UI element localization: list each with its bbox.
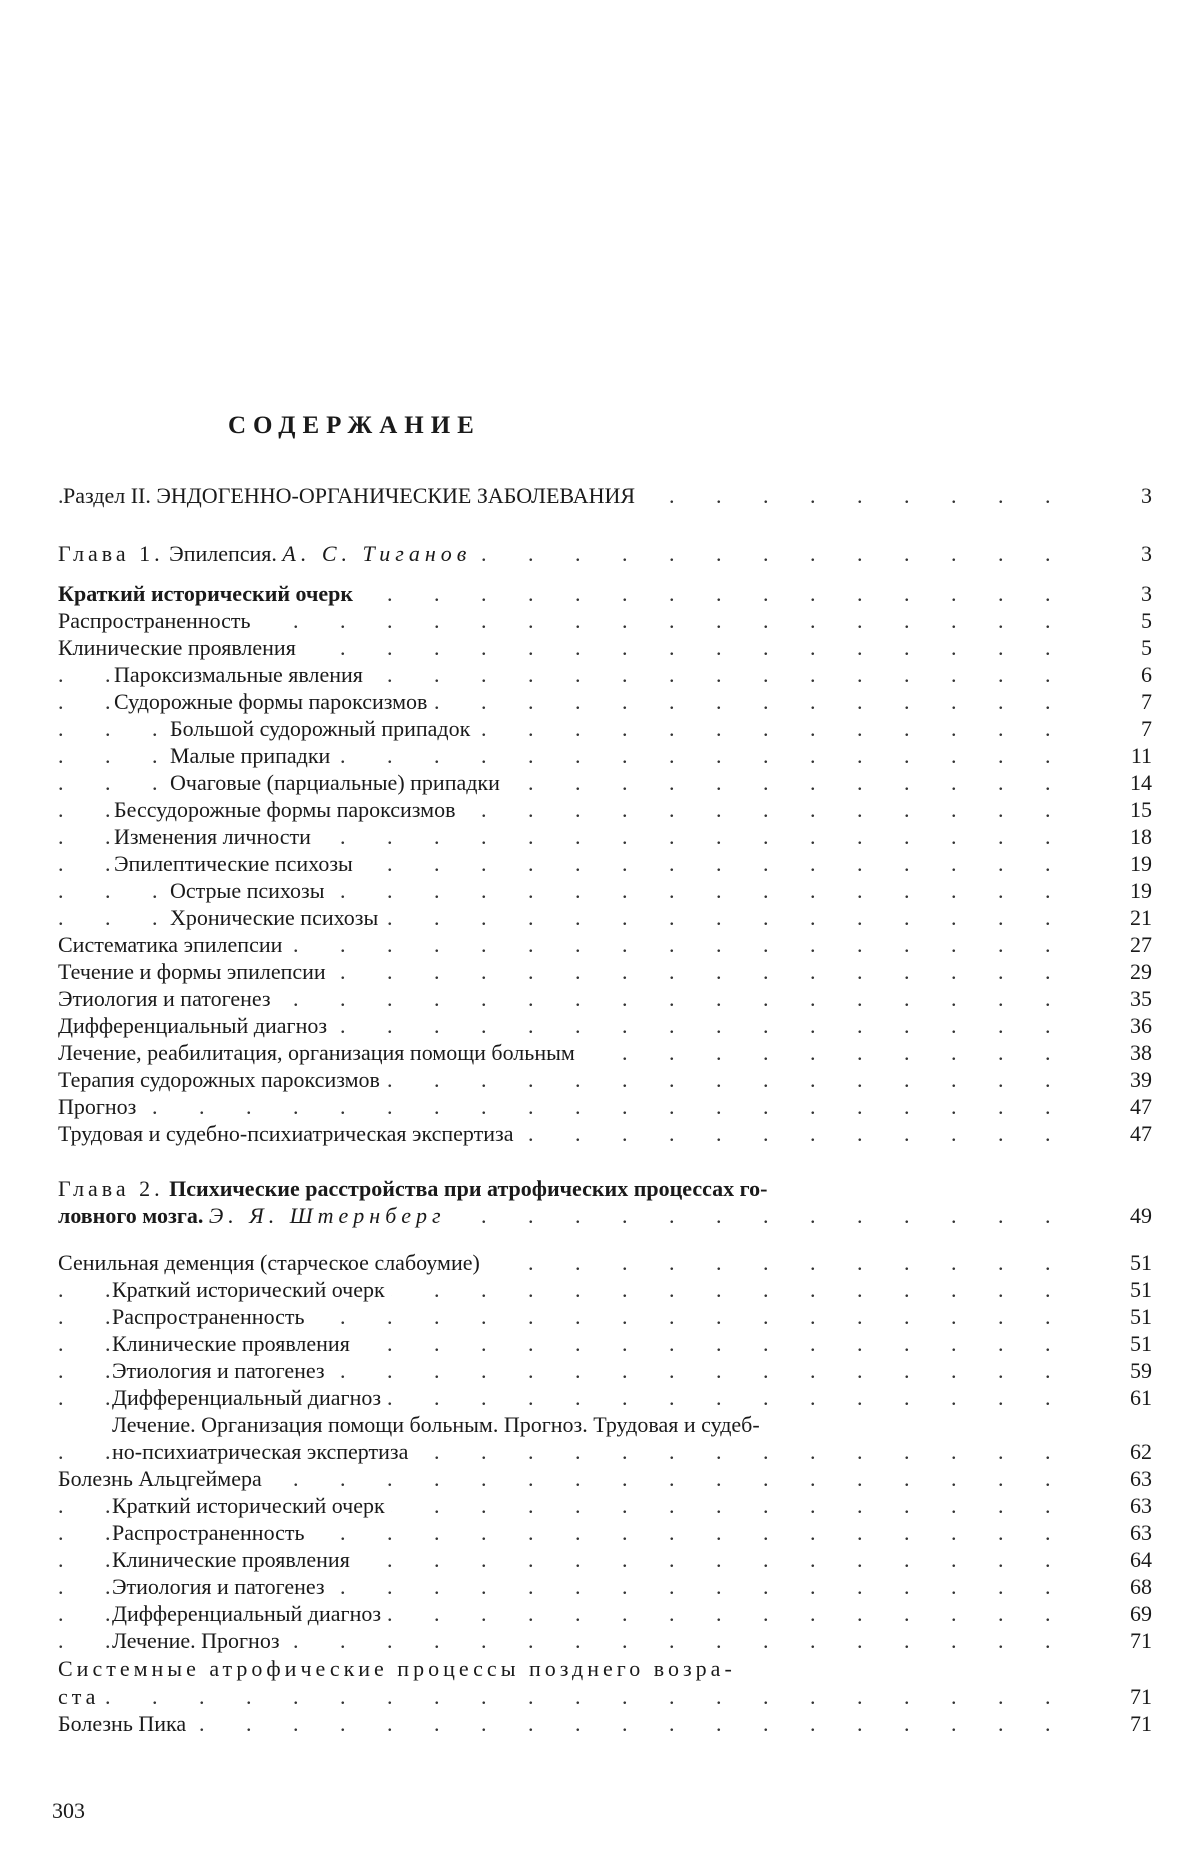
page-number: 71 <box>1130 1711 1152 1736</box>
toc-entry-text: Терапия судорожных пароксизмов <box>58 1067 386 1093</box>
page-number: 29 <box>1130 959 1152 984</box>
page-number: 47 <box>1130 1121 1152 1146</box>
chapter-title-line1: Психические расстройства при атрофических процессах го- <box>169 1176 768 1201</box>
toc-entry[interactable] <box>58 1304 1152 1330</box>
page-number: 62 <box>1130 1439 1152 1464</box>
toc-chapter-entry[interactable] <box>58 1176 1152 1202</box>
toc-entry[interactable] <box>58 635 1152 661</box>
page-number: 3 <box>1141 541 1152 566</box>
toc-entry[interactable] <box>58 770 1152 796</box>
toc-entry-text: Прогноз <box>58 1094 142 1120</box>
toc-entry-text: Сенильная деменция (старческое слабоумие) <box>58 1250 486 1276</box>
toc-entry[interactable] <box>58 1013 1152 1039</box>
chapter-label: Глава 2. <box>58 1176 164 1201</box>
toc-entry[interactable] <box>58 1277 1152 1303</box>
page-number: 5 <box>1141 635 1152 660</box>
page-number: 19 <box>1130 851 1152 876</box>
toc-entry[interactable] <box>58 1711 1152 1737</box>
toc-entry[interactable] <box>58 716 1152 742</box>
toc-entry[interactable] <box>58 1547 1152 1573</box>
toc-entry[interactable] <box>58 1601 1152 1627</box>
page-number: 3 <box>1141 483 1152 508</box>
page-number: 51 <box>1130 1304 1152 1329</box>
toc-entry-text: Краткий исторический очерк <box>112 1277 391 1303</box>
page-number: 61 <box>1130 1385 1152 1410</box>
page-number: 63 <box>1130 1466 1152 1491</box>
toc-entry-text: Клинические проявления <box>58 635 302 661</box>
page-number: 47 <box>1130 1094 1152 1119</box>
toc-entry-text: Хронические психозы <box>170 905 384 931</box>
page-number: 63 <box>1130 1520 1152 1545</box>
toc-entry-text: Распространенность <box>112 1304 311 1330</box>
toc-entry[interactable] <box>58 851 1152 877</box>
page-number: 36 <box>1130 1013 1152 1038</box>
toc-entry[interactable] <box>58 1121 1152 1147</box>
toc-entry-text: Болезнь Пика <box>58 1711 192 1737</box>
page-number: 39 <box>1130 1067 1152 1092</box>
page-number: 69 <box>1130 1601 1152 1626</box>
toc-entry-text <box>63 483 641 509</box>
page-title: СОДЕРЖАНИЕ <box>228 412 481 439</box>
chapter-title: Эпилепсия. <box>169 541 277 566</box>
toc-entry-text: ста <box>58 1684 105 1710</box>
toc-entry[interactable] <box>58 878 1152 904</box>
page-number: 14 <box>1130 770 1152 795</box>
toc-entry-text <box>58 1203 452 1229</box>
toc-entry[interactable] <box>58 905 1152 931</box>
chapter-author: А. С. Тиганов <box>282 541 472 566</box>
page-number: 71 <box>1130 1684 1152 1709</box>
toc-entry[interactable] <box>58 608 1152 634</box>
toc-entry-text: Этиология и патогенез <box>58 986 277 1012</box>
toc-entry[interactable] <box>58 1656 1152 1682</box>
page-number: 5 <box>1141 608 1152 633</box>
toc-entry[interactable] <box>58 689 1152 715</box>
toc-entry-text: Клинические проявления <box>112 1331 356 1357</box>
page-number: 27 <box>1130 932 1152 957</box>
toc-entry-text: Болезнь Альцгеймера <box>58 1466 268 1492</box>
toc-entry[interactable] <box>58 581 1152 607</box>
toc-entry[interactable] <box>58 1385 1152 1411</box>
page-number: 38 <box>1130 1040 1152 1065</box>
toc-entry[interactable] <box>58 1493 1152 1519</box>
leader-dots <box>58 1094 1086 1120</box>
chapter-title-line2: ловного мозга. <box>58 1203 204 1228</box>
toc-entry[interactable] <box>58 959 1152 985</box>
toc-entry[interactable] <box>58 1574 1152 1600</box>
toc-entry-text: Лечение. Организация помощи больным. Прогноз. Трудовая и судеб- <box>112 1412 766 1438</box>
page-number: 19 <box>1130 878 1152 903</box>
toc-entry[interactable] <box>58 1466 1152 1492</box>
toc-entry-text: Судорожные формы пароксизмов <box>114 689 433 715</box>
toc-entry-text <box>58 1176 773 1202</box>
page-number: 11 <box>1130 743 1152 768</box>
toc-entry-text: Эпилептические психозы <box>114 851 359 877</box>
page-number: 6 <box>1141 662 1152 687</box>
page-number: 51 <box>1130 1277 1152 1302</box>
toc-section-entry[interactable] <box>58 483 1152 509</box>
page-number: 51 <box>1130 1331 1152 1356</box>
toc-entry-text: Краткий исторический очерк <box>58 581 359 607</box>
chapter-author: Э. Я. Штернберг <box>208 1203 446 1228</box>
page-number: 35 <box>1130 986 1152 1011</box>
page-number: 49 <box>1130 1203 1152 1228</box>
toc-entry-text: Острые психозы <box>170 878 331 904</box>
toc-entry-text: Лечение. Прогноз <box>112 1628 286 1654</box>
toc-entry-text: Дифференциальный диагноз <box>112 1601 387 1627</box>
page-number: 7 <box>1141 689 1152 714</box>
toc-chapter-entry[interactable] <box>58 541 1152 567</box>
section-title: ЭНДОГЕННО-ОРГАНИЧЕСКИЕ ЗАБОЛЕВАНИЯ <box>156 483 636 508</box>
page-number: 7 <box>1141 716 1152 741</box>
toc-entry[interactable] <box>58 1331 1152 1357</box>
page-folio: 303 <box>52 1798 85 1823</box>
toc-chapter-entry-cont[interactable] <box>58 1203 1152 1229</box>
toc-entry[interactable] <box>58 1520 1152 1546</box>
page-number: 15 <box>1130 797 1152 822</box>
toc-entry-text: Дифференциальный диагноз <box>112 1385 387 1411</box>
chapter-label: Глава 1. <box>58 541 164 566</box>
toc-entry-text: но-психиатрическая экспертиза <box>112 1439 414 1465</box>
toc-entry[interactable] <box>58 1439 1152 1465</box>
toc-entry[interactable] <box>58 824 1152 850</box>
section-label: Раздел II. <box>63 483 151 508</box>
page-number: 64 <box>1130 1547 1152 1572</box>
page-number: 51 <box>1130 1250 1152 1275</box>
toc-entry-text: Лечение, реабилитация, организация помощи больным <box>58 1040 581 1066</box>
leader-dots <box>58 1684 1086 1710</box>
toc-entry-text: Изменения личности <box>114 824 317 850</box>
page-number: 18 <box>1130 824 1152 849</box>
toc-entry[interactable] <box>58 1040 1152 1066</box>
toc-entry-text: Пароксизмальные явления <box>114 662 369 688</box>
toc-entry-text: Распространенность <box>58 608 257 634</box>
toc-entry[interactable] <box>58 1628 1152 1654</box>
page-number: 3 <box>1141 581 1152 606</box>
leader-dots <box>58 1711 1086 1737</box>
toc-entry-text: Трудовая и судебно-психиатрическая экспертиза <box>58 1121 519 1147</box>
toc-entry-text <box>58 541 477 567</box>
page-number: 71 <box>1130 1628 1152 1653</box>
toc-entry[interactable] <box>58 1358 1152 1384</box>
page-number: 63 <box>1130 1493 1152 1518</box>
toc-entry-text: Бессудорожные формы пароксизмов <box>114 797 462 823</box>
toc-entry-text: Распространенность <box>112 1520 311 1546</box>
toc-entry[interactable] <box>58 662 1152 688</box>
page-number: 59 <box>1130 1358 1152 1383</box>
page-number: 21 <box>1130 905 1152 930</box>
toc-entry-text: Большой судорожный припадок <box>170 716 476 742</box>
toc-entry-text: Течение и формы эпилепсии <box>58 959 332 985</box>
toc-entry-text: Систематика эпилепсии <box>58 932 288 958</box>
toc-entry[interactable] <box>58 932 1152 958</box>
toc-entry[interactable] <box>58 986 1152 1012</box>
toc-entry[interactable] <box>58 743 1152 769</box>
toc-entry-text: Системные атрофические процессы позднего возра- <box>58 1656 742 1682</box>
toc-entry[interactable] <box>58 1094 1152 1120</box>
toc-entry-text: Очаговые (парциальные) припадки <box>170 770 506 796</box>
toc-entry[interactable] <box>58 797 1152 823</box>
toc-entry-text: Малые припадки <box>170 743 336 769</box>
toc-entry[interactable] <box>58 1412 1152 1438</box>
toc-entry-text: Дифференциальный диагноз <box>58 1013 333 1039</box>
toc-entry-text: Краткий исторический очерк <box>112 1493 391 1519</box>
toc-entry-text: Клинические проявления <box>112 1547 356 1573</box>
toc-entry-text: Этиология и патогенез <box>112 1358 331 1384</box>
toc-entry[interactable] <box>58 1067 1152 1093</box>
toc-entry[interactable] <box>58 1250 1152 1276</box>
toc-entry-text: Этиология и патогенез <box>112 1574 331 1600</box>
toc-entry[interactable] <box>58 1684 1152 1710</box>
page-number: 68 <box>1130 1574 1152 1599</box>
